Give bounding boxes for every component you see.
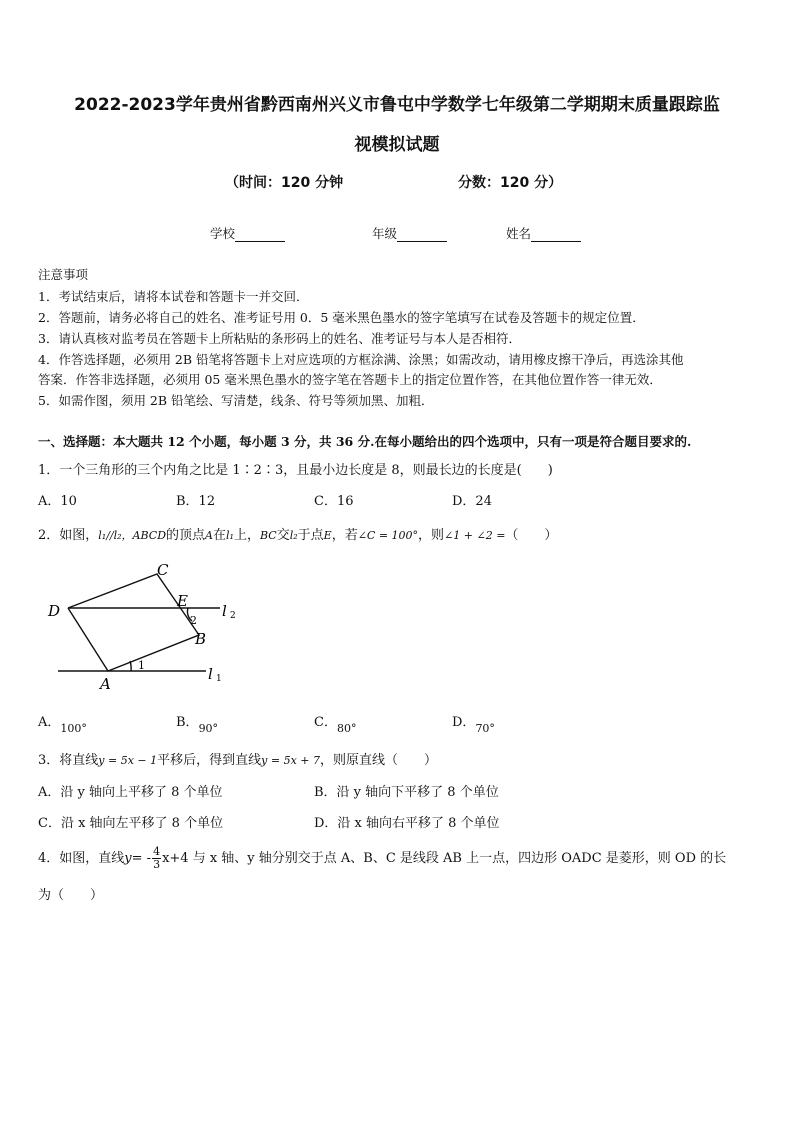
q2-text: 2．如图， [38, 528, 99, 543]
q2-text: 上， [233, 528, 260, 543]
grade-label: 年级 [372, 226, 398, 241]
q4-text: x+4 与 x 轴、y 轴分别交于点 A、B、C 是线段 AB 上一点，四边形 OADC 是菱形，则 OD 的长 [162, 851, 727, 866]
option-value: 70° [475, 722, 495, 735]
name-label: 姓名 [506, 226, 532, 241]
angle-1-arc [130, 661, 131, 671]
q2-text: （ ） [505, 528, 558, 543]
q2-math: l₂ [289, 529, 298, 542]
q2-option-c[interactable] [314, 711, 357, 735]
option-letter: C． [314, 715, 337, 730]
q3-math: y = 5x + 7 [261, 754, 320, 767]
name-blank[interactable] [531, 229, 581, 242]
q4-math: y [124, 851, 132, 866]
fraction-numerator: 4 [153, 845, 161, 858]
q1-option-c[interactable]: C．16 [314, 494, 354, 509]
q2-math: E [323, 529, 332, 542]
q2-text: 的顶点 [166, 528, 206, 543]
q2-math: l₁//l₂，ABCD [98, 529, 167, 542]
parallelogram-abcd [68, 574, 199, 671]
q2-math: ∠1 + ∠2 = [444, 529, 506, 542]
note-item: 4．作答选择题，必须用 2B 铅笔将答题卡上对应选项的方框涂满、涂黑；如需改动，请用橡皮擦干净后，再选涂其他 [38, 352, 684, 367]
q4-stem [38, 846, 726, 871]
q3-stem [38, 749, 437, 768]
q2-option-b[interactable] [176, 711, 219, 735]
q2-math: A [205, 529, 213, 542]
school-label: 学校 [210, 226, 236, 241]
note-item: 3．请认真核对监考员在答题卡上所粘贴的条形码上的姓名、准考证号与本人是否相符． [38, 331, 521, 346]
label-a: A [100, 675, 111, 693]
q2-text: 交 [276, 528, 290, 543]
exam-title-line1: 2022-2023学年贵州省黔西南州兴义市鲁屯中学数学七年级第二学期期末质量跟踪监 [74, 95, 720, 115]
q1-stem: 1．一个三角形的三个内角之比是 1∶2∶3，且最小边长度是 8，则最长边的长度是( ) [38, 463, 553, 478]
note-item: 2．答题前，请务必将自己的姓名、准考证号用 0．5 毫米黑色墨水的签字笔填写在试卷及答题卡的规定位置． [38, 310, 645, 325]
note-item: 答案．作答非选择题，必须用 05 毫米黑色墨水的签字笔在答题卡上的指定位置作答，在其他位置作答一律无效． [38, 372, 662, 387]
q4-text: = - [131, 851, 152, 866]
label-l1: l [208, 665, 213, 683]
option-letter: A． [38, 715, 61, 730]
q3-text: 平移后，得到直线 [157, 753, 262, 768]
q1-option-b[interactable]: B．12 [176, 494, 216, 509]
note-item: 5．如需作图，须用 2B 铅笔绘、写清楚，线条、符号等须加黑、加粗． [38, 393, 434, 408]
q3-text: ，则原直线（ ） [319, 753, 437, 768]
grade-field [372, 224, 447, 242]
exam-time: （时间：120 分钟 [225, 175, 344, 191]
exam-title-line2: 视模拟试题 [354, 135, 440, 155]
q3-option-c[interactable]: C．沿 x 轴向左平移了 8 个单位 [38, 816, 224, 831]
label-angle-1: 1 [138, 659, 145, 672]
q1-option-a[interactable]: A．10 [38, 494, 77, 509]
q2-math: BC [259, 529, 277, 542]
notes-heading: 注意事项 [38, 267, 89, 282]
q3-text: 3．将直线 [38, 753, 99, 768]
q2-option-d[interactable] [452, 711, 495, 735]
label-angle-2: 2 [190, 614, 197, 627]
label-e: E [177, 592, 188, 610]
q2-option-a[interactable] [38, 711, 87, 735]
fraction-denominator: 3 [153, 858, 161, 871]
q2-parallelogram-figure [40, 555, 250, 695]
label-c: C [157, 561, 169, 579]
note-item: 1．考试结束后，请将本试卷和答题卡一并交回． [38, 289, 309, 304]
q2-text: ，若 [331, 528, 358, 543]
q4-stem-line2: 为（ ） [38, 888, 104, 903]
q3-math: y = 5x − 1 [98, 754, 158, 767]
q4-text: 4．如图，直线 [38, 851, 125, 866]
q3-option-b[interactable]: B．沿 y 轴向下平移了 8 个单位 [314, 785, 499, 800]
label-b: B [195, 630, 207, 648]
label-l2: l [222, 602, 227, 620]
option-value: 80° [336, 722, 357, 735]
q2-math: ∠C = 100° [357, 529, 419, 542]
name-field [506, 224, 581, 242]
q2-stem [38, 524, 557, 543]
school-field [210, 224, 285, 242]
label-l2-subscript: 2 [230, 611, 236, 621]
q2-text: ，则 [418, 528, 445, 543]
exam-score: 分数：120 分） [458, 175, 563, 191]
option-value: 90° [198, 722, 219, 735]
label-d: D [48, 602, 61, 620]
q2-text: 在 [213, 528, 227, 543]
q3-option-a[interactable]: A．沿 y 轴向上平移了 8 个单位 [38, 785, 223, 800]
q2-text: 于点 [297, 528, 324, 543]
option-letter: B． [176, 715, 199, 730]
option-value: 100° [60, 722, 87, 735]
q2-math: l₁ [226, 529, 234, 542]
school-blank[interactable] [235, 229, 285, 242]
q4-fraction [152, 846, 161, 871]
option-letter: D． [452, 715, 476, 730]
q1-option-d[interactable]: D．24 [452, 494, 492, 509]
grade-blank[interactable] [397, 229, 447, 242]
section-heading: 一、选择题：本大题共 12 个小题，每小题 3 分，共 36 分.在每小题给出的四个选项中，只有一项是符合题目要求的. [38, 434, 692, 449]
label-l1-subscript: 1 [216, 674, 222, 684]
q3-option-d[interactable]: D．沿 x 轴向右平移了 8 个单位 [314, 816, 500, 831]
